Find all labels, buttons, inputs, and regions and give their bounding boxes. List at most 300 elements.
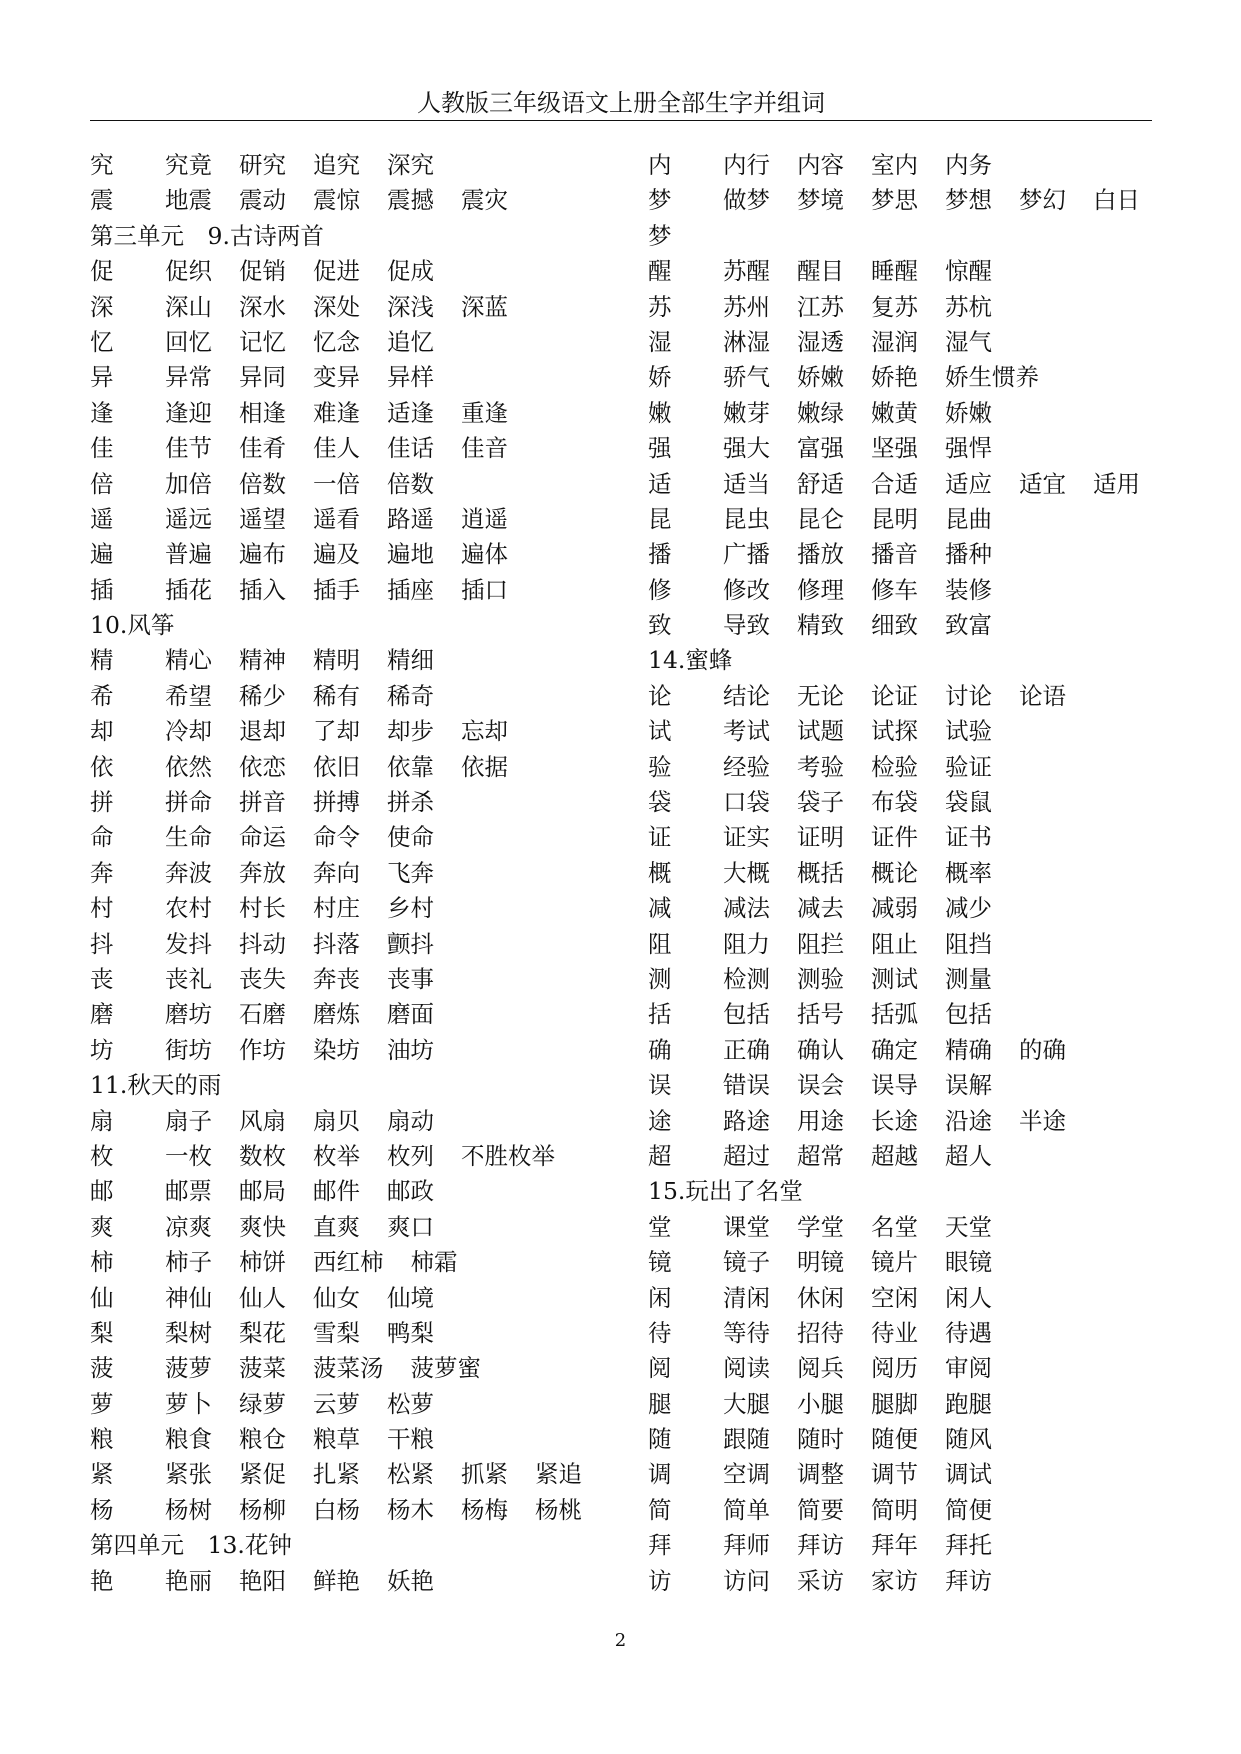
character: 磨 — [90, 1000, 114, 1029]
compound-word: 震动 — [239, 186, 286, 215]
compound-word: 直爽 — [313, 1212, 360, 1241]
compound-word: 艳丽 — [165, 1566, 212, 1595]
word-list — [723, 1422, 1019, 1457]
vocab-row — [648, 1316, 1168, 1351]
vocab-row — [90, 325, 610, 360]
vocab-row — [90, 679, 610, 714]
compound-word: 娇艳 — [871, 363, 918, 392]
section-title — [90, 1068, 610, 1103]
vocab-row — [648, 431, 1168, 466]
compound-word: 染坊 — [313, 1035, 360, 1064]
vocab-row — [90, 1564, 610, 1599]
compound-word: 阻挡 — [945, 929, 992, 958]
compound-word: 调节 — [871, 1460, 918, 1489]
word-list — [723, 1387, 1019, 1422]
word-list — [165, 537, 535, 572]
vocab-row — [648, 608, 1168, 643]
section-title-text: 第三单元 9.古诗两首 — [90, 221, 324, 250]
compound-word: 依然 — [165, 752, 212, 781]
compound-word: 磨面 — [387, 1000, 434, 1029]
compound-word: 家访 — [871, 1566, 918, 1595]
word-list — [723, 785, 1019, 820]
vocab-row — [90, 927, 610, 962]
compound-word: 拼搏 — [313, 788, 360, 817]
compound-word: 命令 — [313, 823, 360, 852]
section-title-text: 10.风筝 — [90, 611, 175, 640]
character: 萝 — [90, 1389, 114, 1418]
character: 村 — [90, 894, 114, 923]
compound-word: 适宜 — [1019, 469, 1066, 498]
word-list — [723, 714, 1019, 749]
compound-word: 娇生惯养 — [945, 363, 1039, 392]
compound-word: 修改 — [723, 575, 770, 604]
vocab-row — [90, 1387, 610, 1422]
vocab-row — [648, 325, 1168, 360]
character: 杨 — [90, 1495, 114, 1524]
word-list — [165, 254, 461, 289]
compound-word: 菠菜 — [239, 1354, 286, 1383]
compound-word: 雪梨 — [313, 1318, 360, 1347]
character: 测 — [648, 964, 672, 993]
compound-word: 了却 — [313, 717, 360, 746]
compound-word: 阅兵 — [797, 1354, 844, 1383]
compound-word: 清闲 — [723, 1283, 770, 1312]
compound-word: 惊醒 — [945, 257, 992, 286]
compound-word: 梦思 — [871, 186, 918, 215]
compound-word: 深水 — [239, 292, 286, 321]
compound-word: 枚列 — [387, 1141, 434, 1170]
compound-word: 颤抖 — [387, 929, 434, 958]
word-list — [723, 1139, 1019, 1174]
compound-word: 抖落 — [313, 929, 360, 958]
compound-word: 生命 — [165, 823, 212, 852]
compound-word: 凉爽 — [165, 1212, 212, 1241]
compound-word: 镜片 — [871, 1248, 918, 1277]
compound-word: 路遥 — [387, 504, 434, 533]
compound-word: 招待 — [797, 1318, 844, 1347]
character: 精 — [90, 646, 114, 675]
compound-word: 佳话 — [387, 434, 434, 463]
compound-word: 正确 — [723, 1035, 770, 1064]
compound-word: 遍及 — [313, 540, 360, 569]
character: 强 — [648, 434, 672, 463]
vocab-row — [90, 467, 610, 502]
compound-word: 阻力 — [723, 929, 770, 958]
compound-word: 播种 — [945, 540, 992, 569]
character: 梦 — [648, 186, 672, 215]
compound-word: 阻止 — [871, 929, 918, 958]
vocab-row — [90, 148, 610, 183]
compound-word: 邮局 — [239, 1177, 286, 1206]
compound-word: 学堂 — [797, 1212, 844, 1241]
section-title — [648, 643, 1168, 678]
compound-word: 追忆 — [387, 327, 434, 356]
character: 致 — [648, 611, 672, 640]
compound-word: 适应 — [945, 469, 992, 498]
compound-word: 邮件 — [313, 1177, 360, 1206]
character: 修 — [648, 575, 672, 604]
word-list — [723, 1068, 1019, 1103]
word-list — [723, 1104, 1093, 1139]
compound-word: 大概 — [723, 858, 770, 887]
word-list — [723, 750, 1019, 785]
compound-word: 磨坊 — [165, 1000, 212, 1029]
word-list — [165, 643, 461, 678]
vocab-row — [90, 785, 610, 820]
word-list — [723, 254, 1019, 289]
compound-word: 括号 — [797, 1000, 844, 1029]
word-list — [165, 927, 461, 962]
word-list — [165, 1245, 485, 1280]
compound-word: 抖动 — [239, 929, 286, 958]
character: 倍 — [90, 469, 114, 498]
section-title-text: 15.玩出了名堂 — [648, 1177, 803, 1206]
vocab-row — [90, 431, 610, 466]
compound-word: 逍遥 — [461, 504, 508, 533]
compound-word: 普遍 — [165, 540, 212, 569]
compound-word: 内行 — [723, 151, 770, 179]
vocab-row — [90, 254, 610, 289]
character: 腿 — [648, 1389, 672, 1418]
compound-word: 减弱 — [871, 894, 918, 923]
word-list — [165, 467, 461, 502]
word-list — [165, 1422, 461, 1457]
compound-word: 妖艳 — [387, 1566, 434, 1595]
compound-word: 随风 — [945, 1425, 992, 1454]
compound-word: 仙女 — [313, 1283, 360, 1312]
character: 试 — [648, 717, 672, 746]
compound-word: 难逢 — [313, 398, 360, 427]
compound-word: 湿透 — [797, 327, 844, 356]
character: 异 — [90, 363, 114, 392]
character: 概 — [648, 858, 672, 887]
word-list — [165, 856, 461, 891]
word-list — [165, 325, 461, 360]
word-list — [165, 1139, 582, 1174]
word-list — [723, 1528, 1019, 1563]
compound-word: 扎紧 — [313, 1460, 360, 1489]
compound-word: 娇嫩 — [797, 363, 844, 392]
vocab-row — [90, 1493, 610, 1528]
character: 内 — [648, 151, 672, 179]
word-list — [723, 1564, 1019, 1599]
compound-word: 不胜枚举 — [461, 1141, 555, 1170]
word-list — [165, 360, 461, 395]
compound-word: 昆曲 — [945, 504, 992, 533]
compound-word: 阅读 — [723, 1354, 770, 1383]
compound-word: 依恋 — [239, 752, 286, 781]
compound-word: 扇子 — [165, 1106, 212, 1135]
word-list — [165, 820, 461, 855]
compound-word: 阻拦 — [797, 929, 844, 958]
character: 紧 — [90, 1460, 114, 1489]
compound-word: 插入 — [239, 575, 286, 604]
compound-word: 插花 — [165, 575, 212, 604]
word-list — [723, 1316, 1019, 1351]
compound-word: 待业 — [871, 1318, 918, 1347]
vocab-row — [648, 679, 1168, 714]
vocab-row — [648, 1564, 1168, 1599]
compound-word: 经验 — [723, 752, 770, 781]
character: 误 — [648, 1071, 672, 1100]
compound-word: 减法 — [723, 894, 770, 923]
vocab-row — [648, 1281, 1168, 1316]
vocab-row — [648, 1104, 1168, 1139]
compound-word: 震惊 — [313, 186, 360, 215]
word-list — [723, 573, 1019, 608]
character: 究 — [90, 151, 114, 179]
word-list — [165, 785, 461, 820]
character: 丧 — [90, 964, 114, 993]
compound-word: 扇贝 — [313, 1106, 360, 1135]
vocab-row — [648, 290, 1168, 325]
character: 遥 — [90, 504, 114, 533]
compound-word: 促进 — [313, 257, 360, 286]
word-list — [723, 396, 1019, 431]
compound-word: 名堂 — [871, 1212, 918, 1241]
compound-word: 爽口 — [387, 1212, 434, 1241]
compound-word: 遥远 — [165, 504, 212, 533]
compound-word: 震撼 — [387, 186, 434, 215]
compound-word: 采访 — [797, 1566, 844, 1595]
vocab-row — [90, 183, 610, 218]
compound-word: 内容 — [797, 151, 844, 179]
vocab-row — [648, 183, 1168, 218]
character: 粮 — [90, 1425, 114, 1454]
compound-word: 紧促 — [239, 1460, 286, 1489]
compound-word: 稀少 — [239, 681, 286, 710]
compound-word: 包括 — [723, 1000, 770, 1029]
compound-word: 艳阳 — [239, 1566, 286, 1595]
word-list — [723, 360, 1066, 395]
word-list — [165, 183, 535, 218]
compound-word: 插手 — [313, 575, 360, 604]
word-list — [723, 1245, 1019, 1280]
compound-word: 超常 — [797, 1141, 844, 1170]
character: 深 — [90, 292, 114, 321]
compound-word: 依据 — [461, 752, 508, 781]
compound-word: 村庄 — [313, 894, 360, 923]
vocab-row — [648, 396, 1168, 431]
compound-word: 仙人 — [239, 1283, 286, 1312]
word-list — [165, 679, 461, 714]
compound-word: 促成 — [387, 257, 434, 286]
compound-word: 合适 — [871, 469, 918, 498]
compound-word: 紧张 — [165, 1460, 212, 1489]
compound-word: 嫩芽 — [723, 398, 770, 427]
compound-word: 丧事 — [387, 964, 434, 993]
compound-word: 的确 — [1019, 1035, 1066, 1064]
compound-word: 退却 — [239, 717, 286, 746]
vocab-row — [648, 148, 1168, 183]
vocab-row — [648, 502, 1168, 537]
compound-word: 回忆 — [165, 327, 212, 356]
character: 确 — [648, 1035, 672, 1064]
section-title — [90, 1528, 610, 1563]
word-list — [723, 467, 1167, 502]
vocab-row — [648, 927, 1168, 962]
character: 插 — [90, 575, 114, 604]
character: 访 — [648, 1566, 672, 1595]
vocab-row — [90, 1033, 610, 1068]
word-list — [723, 1457, 1019, 1492]
compound-word: 证实 — [723, 823, 770, 852]
compound-word: 鲜艳 — [313, 1566, 360, 1595]
character: 依 — [90, 752, 114, 781]
compound-word: 松紧 — [387, 1460, 434, 1489]
character: 减 — [648, 894, 672, 923]
word-list — [165, 1457, 609, 1492]
character: 邮 — [90, 1177, 114, 1206]
word-list — [723, 290, 1019, 325]
compound-word: 插口 — [461, 575, 508, 604]
compound-word: 确认 — [797, 1035, 844, 1064]
character: 柿 — [90, 1248, 114, 1277]
word-list — [723, 1210, 1019, 1245]
compound-word: 数枚 — [239, 1141, 286, 1170]
vocab-row — [648, 1033, 1168, 1068]
compound-word: 相逢 — [239, 398, 286, 427]
compound-word: 昆虫 — [723, 504, 770, 533]
compound-word: 地震 — [165, 186, 212, 215]
word-list — [723, 502, 1019, 537]
compound-word: 遍地 — [387, 540, 434, 569]
vocab-row — [90, 891, 610, 926]
compound-word: 深浅 — [387, 292, 434, 321]
word-list — [165, 431, 535, 466]
vocab-row — [648, 1351, 1168, 1386]
word-list — [165, 1387, 461, 1422]
compound-word: 柿霜 — [410, 1248, 458, 1277]
compound-word: 证书 — [945, 823, 992, 852]
compound-word: 柿子 — [165, 1248, 212, 1277]
character: 艳 — [90, 1566, 114, 1595]
word-list — [165, 1210, 461, 1245]
compound-word: 论语 — [1019, 681, 1066, 710]
compound-word: 奔向 — [313, 858, 360, 887]
compound-word: 考验 — [797, 752, 844, 781]
compound-word: 杨柳 — [239, 1495, 286, 1524]
compound-word: 粮草 — [313, 1425, 360, 1454]
word-list — [723, 962, 1019, 997]
character: 拜 — [648, 1531, 672, 1560]
compound-word: 大腿 — [723, 1389, 770, 1418]
compound-word: 眼镜 — [945, 1248, 992, 1277]
compound-word: 促销 — [239, 257, 286, 286]
vocab-row — [648, 573, 1168, 608]
compound-word: 究竟 — [165, 151, 212, 179]
character: 简 — [648, 1495, 672, 1524]
compound-word: 内务 — [945, 151, 992, 179]
compound-word: 概括 — [797, 858, 844, 887]
compound-word: 做梦 — [723, 186, 770, 215]
compound-word: 杨木 — [387, 1495, 434, 1524]
compound-word: 拼命 — [165, 788, 212, 817]
vocab-row — [90, 997, 610, 1032]
compound-word: 农村 — [165, 894, 212, 923]
character: 湿 — [648, 327, 672, 356]
character: 调 — [648, 1460, 672, 1489]
page-header-title: 人教版三年级语文上册全部生字并组词 — [417, 89, 825, 117]
word-list — [723, 1281, 1019, 1316]
character: 醒 — [648, 257, 672, 286]
character: 忆 — [90, 327, 114, 356]
vocab-row — [648, 785, 1168, 820]
word-list — [165, 1104, 461, 1139]
word-list — [723, 1493, 1019, 1528]
character: 奔 — [90, 858, 114, 887]
compound-word: 半途 — [1019, 1106, 1066, 1135]
word-list — [165, 997, 461, 1032]
compound-word: 冷却 — [165, 717, 212, 746]
compound-word: 醒目 — [797, 257, 844, 286]
character: 坊 — [90, 1035, 114, 1064]
compound-word: 精致 — [797, 611, 844, 640]
compound-word: 佳肴 — [239, 434, 286, 463]
compound-word: 粮仓 — [239, 1425, 286, 1454]
compound-word: 调整 — [797, 1460, 844, 1489]
compound-word: 广播 — [723, 540, 770, 569]
left-column — [90, 148, 610, 1599]
compound-word: 磨炼 — [313, 1000, 360, 1029]
character: 昆 — [648, 504, 672, 533]
compound-word: 坚强 — [871, 434, 918, 463]
compound-word: 修理 — [797, 575, 844, 604]
vocab-row — [90, 1422, 610, 1457]
character: 途 — [648, 1106, 672, 1135]
word-list — [723, 431, 1019, 466]
compound-word: 简单 — [723, 1495, 770, 1524]
compound-word: 绿萝 — [239, 1389, 286, 1418]
compound-word: 减去 — [797, 894, 844, 923]
vocab-row — [90, 962, 610, 997]
compound-word: 拜师 — [723, 1531, 770, 1560]
compound-word: 审阅 — [945, 1354, 992, 1383]
word-list — [165, 1351, 508, 1386]
character: 梦 — [648, 221, 672, 250]
word-list — [165, 502, 535, 537]
compound-word: 拜访 — [945, 1566, 992, 1595]
compound-word: 插座 — [387, 575, 434, 604]
vocab-row — [90, 1139, 610, 1174]
compound-word: 昆明 — [871, 504, 918, 533]
compound-word: 调试 — [945, 1460, 992, 1489]
word-list — [723, 1351, 1019, 1386]
compound-word: 适逢 — [387, 398, 434, 427]
compound-word: 作坊 — [239, 1035, 286, 1064]
compound-word: 一倍 — [313, 469, 360, 498]
compound-word: 测试 — [871, 964, 918, 993]
compound-word: 淋湿 — [723, 327, 770, 356]
compound-word: 播音 — [871, 540, 918, 569]
compound-word: 苏醒 — [723, 257, 770, 286]
compound-word: 强悍 — [945, 434, 992, 463]
word-list — [165, 1493, 609, 1528]
compound-word: 讨论 — [945, 681, 992, 710]
compound-word: 使命 — [387, 823, 434, 852]
vocab-row — [648, 1422, 1168, 1457]
character: 抖 — [90, 929, 114, 958]
compound-word: 随时 — [797, 1425, 844, 1454]
vocab-row — [648, 1457, 1168, 1492]
compound-word: 研究 — [239, 151, 286, 179]
vocab-row — [90, 1174, 610, 1209]
compound-word: 梨花 — [239, 1318, 286, 1347]
compound-word: 湿气 — [945, 327, 992, 356]
character: 佳 — [90, 434, 114, 463]
word-list — [165, 1316, 461, 1351]
compound-word: 口袋 — [723, 788, 770, 817]
